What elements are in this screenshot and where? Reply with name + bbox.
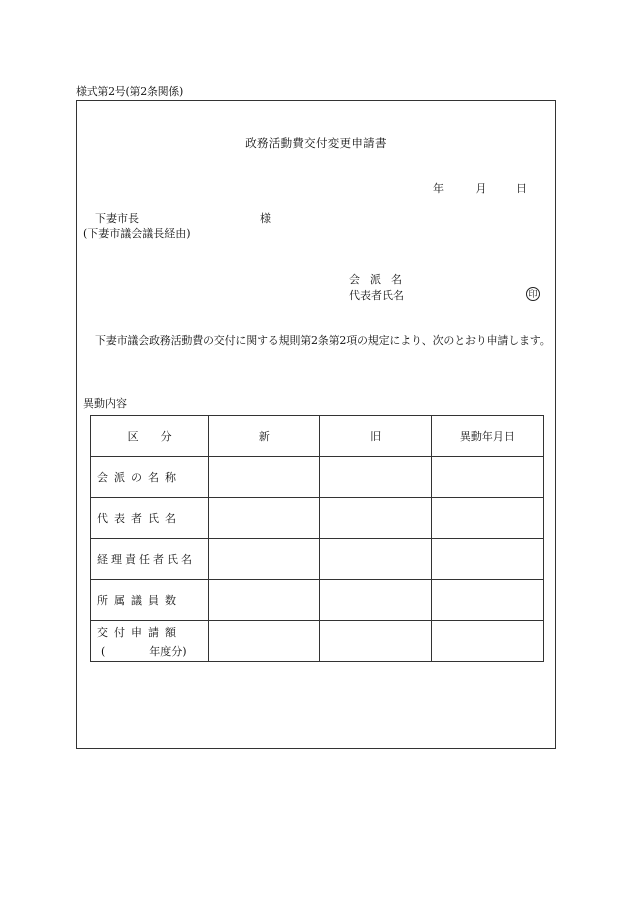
form-number-label: 様式第2号(第2条関係) [76,85,183,98]
addressee: 下妻市長 [95,212,139,225]
new-value-cell[interactable] [209,498,320,539]
row-label: 所属議員数 [91,580,209,621]
old-value-cell[interactable] [320,498,431,539]
old-value-cell[interactable] [320,457,431,498]
via-note: (下妻市議会議長経由) [83,227,191,240]
representative-name-label: 代表者氏名 [349,289,404,302]
fiscal-year-note: ( 年度分) [101,644,187,658]
honorific: 様 [260,212,271,225]
table-header-row [91,416,544,457]
faction-name-label: 会派名 [349,273,412,286]
new-value-cell[interactable] [209,457,320,498]
application-form [76,100,556,749]
date-month: 月 [475,182,487,195]
new-value-cell[interactable] [209,539,320,580]
application-statement: 下妻市議会政務活動費の交付に関する規則第2条第2項の規定により、次のとおり申請します。 [95,334,551,347]
change-date-cell[interactable] [431,621,543,662]
change-details-label: 異動内容 [83,397,127,410]
old-value-cell[interactable] [320,621,431,662]
date-year: 年 [433,182,444,195]
change-date-cell[interactable] [431,580,543,621]
header-new: 新 [209,416,320,457]
header-category: 区 分 [91,416,209,457]
row-label [91,621,209,662]
change-date-cell[interactable] [431,539,543,580]
table-row [91,498,544,539]
change-date-cell[interactable] [431,498,543,539]
old-value-cell[interactable] [320,539,431,580]
change-details-table [90,415,544,662]
form-title: 政務活動費交付変更申請書 [245,136,387,150]
table-row [91,580,544,621]
new-value-cell[interactable] [209,580,320,621]
new-value-cell[interactable] [209,621,320,662]
date-day: 日 [516,182,527,195]
date-line [413,180,527,196]
row-label: 会派の名称 [91,457,209,498]
table-row [91,621,544,662]
table-row [91,539,544,580]
old-value-cell[interactable] [320,580,431,621]
row-label: 経理責任者氏名 [91,539,209,580]
seal-mark: 印 [526,287,540,301]
header-old: 旧 [320,416,431,457]
header-change-date: 異動年月日 [431,416,543,457]
row-label: 代表者氏名 [91,498,209,539]
change-date-cell[interactable] [431,457,543,498]
row-label-main: 交付申請額 [97,625,182,639]
table-row [91,457,544,498]
